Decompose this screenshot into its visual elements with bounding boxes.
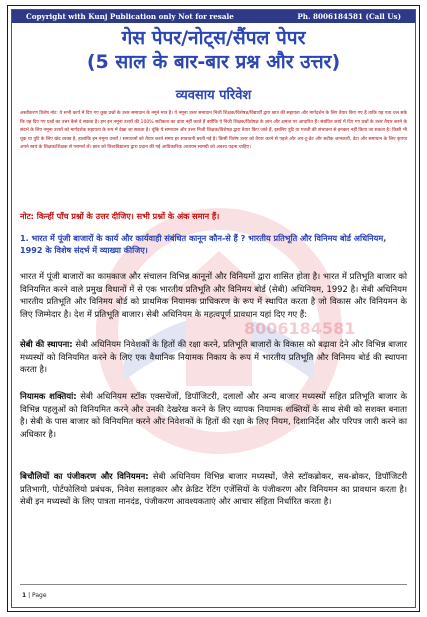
document-subtitle: (5 साल के बार-बार प्रश्न और उत्तर) (86, 51, 341, 73)
point-label: बिचौलियों का पंजीकरण और विनियमन: (20, 471, 149, 481)
subject-heading: व्यवसाय परिवेश (175, 88, 252, 103)
answer-paragraph-sebi-establishment (20, 338, 407, 376)
answer-paragraph-regulatory-powers (20, 390, 407, 441)
point-label: सेबी की स्थापना: (20, 339, 73, 349)
page-footer: 1 | Page (22, 592, 47, 599)
page-number: 1 (22, 592, 27, 599)
answer-paragraph-intro: भारत में पूंजी बाजारों का कामकाज और संचालन विभिन्न कानूनों और विनियमों द्वारा शासित होता है। भारत में प्रतिभूति बाजार को विनियमित करने वाले प्रमुख विधानों में से एक भारतीय प्रतिभूति और विनिमय बोर्ड (सेबी) अधिनियम, 1992 है। सेबी अधिनियम भारतीय प्रतिभूति और विनिमय बोर्ड को प्राथमिक नियामक प्राधिकरण के रूप में स्थापित करता है जो विकास और विनियमन के लिए जिम्मेदार है। देश में प्रतिभूति बाजार। सेबी अधिनियम के महत्वपूर्ण प्रावधान यहां दिए गए हैं: (20, 271, 407, 320)
disclaimer-text: अस्वीकरण विशेष नोट: ये सभी कार्य में दिए गए कुछ प्रश्नों के उत्तर समाधान के नमूने मात्र हैं। ये नमूना उत्तर समाधान निजी शिक्षक/विशेषज्ञ/विद्यार्थी द्वारा छात्र की सहायता और मार्गदर्शन के लिए तैयार किए गए हैं ताकि यह पता चल सके कि वह दिए गए प्रश्नों का उत्तर कैसे दे सकता है। हम इन नमूना उत्तरों की 100% सटीकता का दावा नहीं करते हैं क्योंकि ये निजी शिक्षक/विशेषज्ञ के ज्ञान और क्षमता पर आधारित हैं। संबंधित कार्य में दिए गए प्रश्नों के उत्तर तैयार करने के संदर्भ के लिए नमूना उत्तरों को मार्गदर्शक सहायता के रूप में देखा जा सकता है। चूंकि ये समाधान और उत्तर निजी शिक्षक/विशेषज्ञ द्वारा तैयार किए जाते हैं, इसलिए त्रुटि या गलती की संभावना से इनकार नहीं किया जा सकता है। किसी भी चूक या त्रुटि के लिए खेद व्यक्त है, हालांकि इन नमूना उत्तरों / समाधानों को तैयार करते समय हर सावधानी बरती गई है। किसी विशेष उत्तर को तैयार करने से पहले और अप-टू-डेट और सटीक जानकारी, डेटा और समाधान के लिए कृपया अपने स्वयं के शिक्षक/शिक्षक से परामर्श लें। छात्र को विश्वविद्यालय द्वारा प्रदान की गई आधिकारिक अध्ययन सामग्री को अवश्य पढ़ना चाहिए। (20, 111, 407, 151)
point-text: सेबी अधिनियम निवेशकों के हितों की रक्षा करने, प्रतिभूति बाजारों के विकास को बढ़ावा देने और विभिन्न बाजार मध्यस्थों को विनियमित करने के लिए एक वैधानिक नियामक निकाय के रूप में भारतीय प्रतिभूति और विनिमय बोर्ड की स्थापना करता है। (20, 339, 407, 375)
document-title: गेस पेपर/नोट्स/सैंपल पेपर (121, 27, 306, 49)
answer-paragraph-intermediaries (20, 470, 407, 508)
question-1: 1. भारत में पूंजी बाजारों के कार्य और कार्यवाही संबंधित कानून कौन-से हैं ? भारतीय प्रतिभूति और विनिमय बोर्ड अधिनियम, 1992 के विशेष संदर्भ में व्याख्या कीजिए। (20, 233, 387, 255)
point-text: सेबी अधिनियम विभिन्न बाजार मध्यस्थों, जैसे स्टॉकब्रोकर, सब-ब्रोकर, डिपॉजिटरी प्रतिभागी, पोर्टफोलियो प्रबंधक, निवेश सलाहकार और क्रेडिट रेटिंग एजेंसियों के पंजीकरण और विनियमन का प्रावधान करता है। सेबी इन मध्यस्थों के लिए पात्रता मानदंड, पंजीकरण आवश्यकताएं और आचार संहिता निर्धारित करता है। (20, 471, 407, 507)
footer-divider (20, 584, 407, 585)
point-label: नियामक शक्तियां: (20, 391, 77, 401)
copyright-text: Copyright with Kunj Publication only Not for resale (26, 12, 234, 21)
document-page (7, 5, 420, 612)
header-bar (12, 10, 415, 23)
watermark-phone: 8006184581 (244, 319, 356, 338)
point-text: सेबी अधिनियम स्टॉक एक्सचेंजों, डिपॉजिटरी, दलालों और अन्य बाजार मध्यस्थों सहित प्रतिभूति बाजार के विभिन्न पहलुओं को विनियमित करने और उनकी देखरेख करने के लिए व्यापक नियामक शक्तियों के साथ सेबी को सशक्त बनाता है। सेबी के पास बाजार को विनियमित करने और निवेशकों के हितों की रक्षा के लिए नियम, दिशानिर्देश और परिपत्र जारी करने का अधिकार है। (20, 391, 407, 440)
phone-text: Ph. 8006184581 (Call Us) (297, 12, 401, 21)
exam-note: नोट: किन्हीं पाँच प्रश्नों के उत्तर दीजिए। सभी प्रश्नों के अंक समान हैं। (20, 211, 220, 221)
page-label: Page (32, 592, 47, 599)
